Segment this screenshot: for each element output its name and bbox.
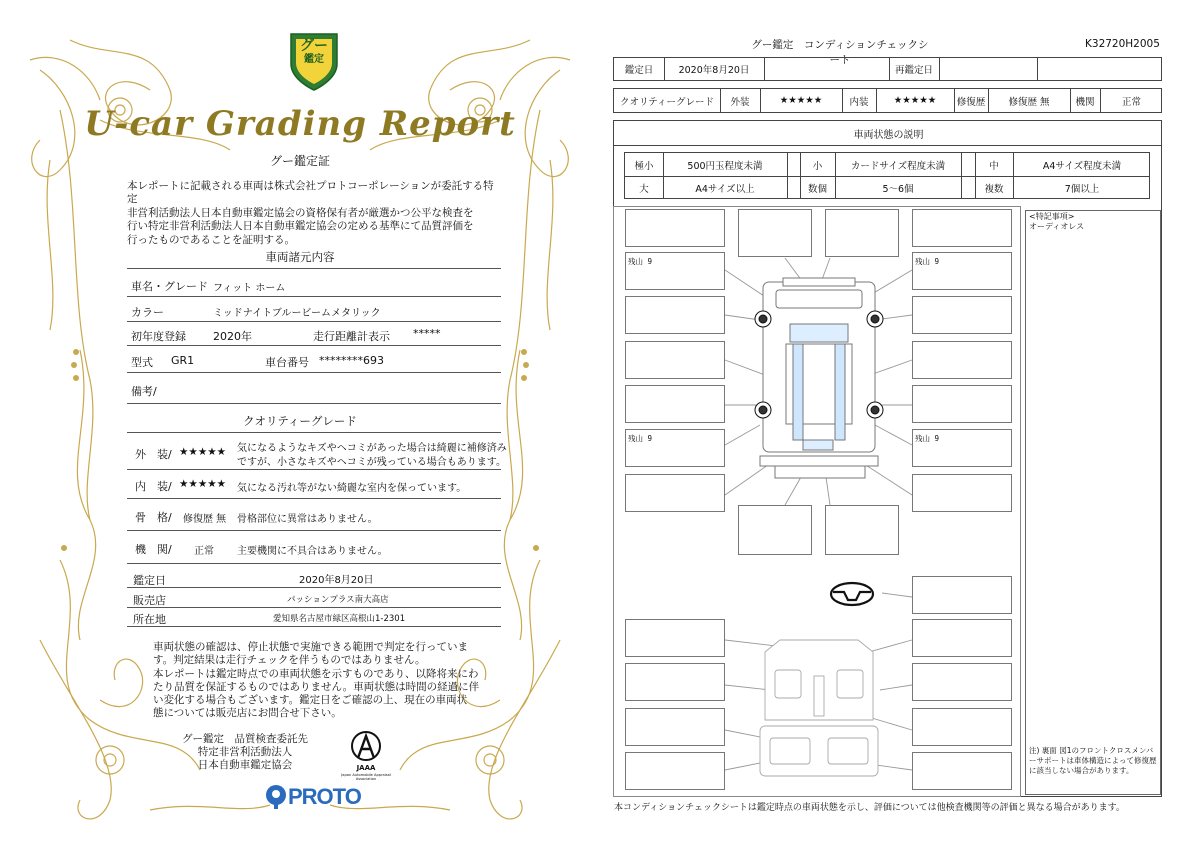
- part-box: [912, 385, 1012, 423]
- mileage-label: 走行距離計表示: [313, 330, 390, 343]
- info-row-address: [127, 608, 501, 627]
- frame-desc: 骨格部位に異常はありません。: [237, 514, 378, 525]
- part-box: [912, 708, 1012, 746]
- inspection-date-label: 鑑定日: [133, 574, 166, 587]
- report-title: U-car Grading Report: [84, 104, 516, 144]
- engine-value: 正常: [194, 546, 214, 557]
- jaaa-logo: JAAA Japan Automobile Appraisal Association: [336, 728, 396, 780]
- quality-row-frame: [127, 499, 501, 531]
- part-box: [738, 209, 812, 257]
- grade-exterior-stars: ★★★★★: [779, 95, 823, 106]
- grade-label: クオリティーグレード: [619, 96, 715, 108]
- spec-title: 車両諸元内容: [265, 250, 335, 264]
- legend-title: 車両状態の説明: [853, 130, 924, 141]
- part-box: [825, 505, 899, 555]
- tire-tread-rear-left: 残山 9: [628, 434, 653, 443]
- date-label: 鑑定日: [624, 65, 654, 76]
- part-box: [625, 474, 725, 512]
- condition-check-sheet-page: [600, 0, 1200, 848]
- spec-row-year: [127, 322, 501, 346]
- grade-engine-value: 正常: [1121, 96, 1141, 108]
- frame-value: 修復歴 無: [183, 514, 227, 525]
- spec-row-name: [127, 270, 501, 297]
- grade-engine-label: 機関: [1075, 96, 1095, 108]
- notes-footnote: 注) 裏面 図1のフロントクロスメンバーサポートは車体構造によって修復歴に該当しない場合があります。: [1029, 746, 1157, 775]
- part-box: [912, 663, 1012, 701]
- spec-row-color: [127, 297, 501, 322]
- shop-label: 販売店: [133, 594, 166, 607]
- spec-row-model: [127, 346, 501, 373]
- color-label: カラー: [131, 306, 164, 319]
- model-value: GR1: [171, 354, 195, 367]
- year-value: 2020年: [213, 330, 252, 343]
- part-box: [912, 576, 1012, 614]
- part-box: [912, 341, 1012, 379]
- part-box: [625, 385, 725, 423]
- address-value: 愛知県名古屋市緑区高根山1-2301: [273, 614, 406, 624]
- part-box: [625, 209, 725, 247]
- color-value: ミッドナイトブルービームメタリック: [213, 308, 381, 319]
- year-label: 初年度登録: [131, 330, 186, 343]
- part-box: [738, 505, 812, 555]
- part-box: [625, 752, 725, 790]
- shop-value: パッションプラス南大高店: [287, 595, 389, 605]
- part-box: [625, 663, 725, 701]
- sheet-code: K32720H2005: [1085, 38, 1160, 50]
- remarks-label: 備考/: [131, 385, 157, 398]
- grade-repair-label: 修復歴: [956, 96, 986, 108]
- part-box: [625, 619, 725, 657]
- special-notes-box: [1025, 210, 1161, 795]
- frame-label: 骨 格/: [135, 511, 172, 524]
- exterior-stars: ★★★★★: [179, 446, 227, 458]
- model-label: 型式: [131, 356, 153, 369]
- chassis-label: 車台番号: [265, 356, 309, 369]
- grade-exterior-label: 外装: [730, 96, 750, 108]
- proto-mark-icon: [264, 783, 288, 811]
- mileage-value: *****: [413, 327, 441, 340]
- certificate-title: グー鑑定証: [269, 154, 330, 168]
- quality-row-engine: [127, 531, 501, 564]
- jaaa-mark-icon: [336, 728, 396, 764]
- notes-heading: <特記事項> オーディオレス: [1029, 212, 1085, 231]
- tire-tread-rear-right: 残山 9: [915, 434, 940, 443]
- engine-desc: 主要機関に不具合はありません。: [237, 546, 388, 557]
- exterior-desc-1: 気になるようなキズやヘコミがあった場合は綺麗に補修済み: [237, 443, 507, 454]
- grade-repair-value: 修復歴 無: [1008, 96, 1050, 108]
- quality-row-interior: [127, 470, 501, 499]
- info-row-shop: [127, 588, 501, 608]
- name-label: 車名・グレード: [131, 280, 208, 293]
- part-box: [912, 296, 1012, 334]
- info-row-date: [127, 568, 501, 588]
- interior-label: 内 装/: [135, 480, 172, 493]
- exterior-desc-2: ですが、小さなキズやヘコミが残っている場合もあります。: [237, 457, 506, 468]
- date-value: 2020年8月20日: [678, 65, 750, 76]
- sheet-footer: 本コンディションチェックシートは鑑定時点の車両状態を示し、評価については他検査機関等の評価と異なる場合があります。: [614, 803, 1125, 813]
- part-box: [912, 474, 1012, 512]
- exterior-label: 外 装/: [135, 448, 172, 461]
- spec-top-rule: [127, 268, 501, 269]
- commission-text: グー鑑定 品質検査委託先 特定非営利活動法人 日本自動車鑑定協会: [182, 733, 308, 771]
- quality-top-rule: [127, 432, 501, 433]
- part-box: [912, 752, 1012, 790]
- part-box: [625, 296, 725, 334]
- certificate-text: 本レポートに記載される車両は株式会社プロトコーポレーションが委託する特定 非営利活動法人日本自動車鑑定協会の資格保有者が厳選かつ公平な検査を 行い特定非営利活動法人日本自動車鑑定協会の定める基準にて品質評価を 行ったものであることを証明する。: [127, 180, 494, 246]
- emblem-text: グー 鑑定: [300, 38, 328, 65]
- part-box: [625, 341, 725, 379]
- chassis-value: ********693: [319, 354, 384, 367]
- grade-interior-stars: ★★★★★: [893, 95, 937, 106]
- name-value: フィット ホーム: [213, 283, 286, 294]
- legend-row-1: 極小 500円玉程度未満 小 カードサイズ程度未満 中 A4サイズ程度未満: [634, 160, 1122, 172]
- part-box: [625, 708, 725, 746]
- part-box: [912, 619, 1012, 657]
- quality-title: クオリティーグレード: [243, 414, 357, 428]
- interior-desc: 気になる汚れ等がない綺麗な室内を保っています。: [237, 483, 467, 494]
- address-label: 所在地: [133, 613, 166, 626]
- tire-tread-front-left: 残山 9: [628, 257, 653, 266]
- grade-interior-label: 内装: [849, 96, 869, 108]
- sheet-title: グー鑑定 コンディションチェックシート: [751, 39, 929, 66]
- interior-stars: ★★★★★: [179, 478, 227, 490]
- part-box: [825, 209, 899, 257]
- engine-label: 機 関/: [135, 543, 172, 556]
- proto-logo: PROTO: [262, 782, 372, 812]
- disclaimer-text: 車両状態の確認は、停止状態で実施できる範囲で判定を行っていま す。判定結果は走行チェックを伴うものではありません。 本レポートは鑑定時点での車両状態を示すものであり、以降将来にわ たり品質を保証するものではありません。車両状態は時間の経過に伴 い変化する場合もございます。鑑定日をご確認の上、現在の車両状 態については販売店にお問合せ下さい。: [153, 641, 480, 720]
- part-box: [912, 209, 1012, 247]
- reinspect-label: 再鑑定日: [894, 65, 933, 76]
- quality-row-exterior: [127, 434, 507, 470]
- spec-row-remarks: [127, 373, 501, 404]
- inspection-date-value: 2020年8月20日: [299, 575, 374, 586]
- tire-tread-front-right: 残山 9: [915, 257, 940, 266]
- legend-row-2: 大 A4サイズ以上 数個 5～6個 複数 7個以上: [639, 184, 1100, 195]
